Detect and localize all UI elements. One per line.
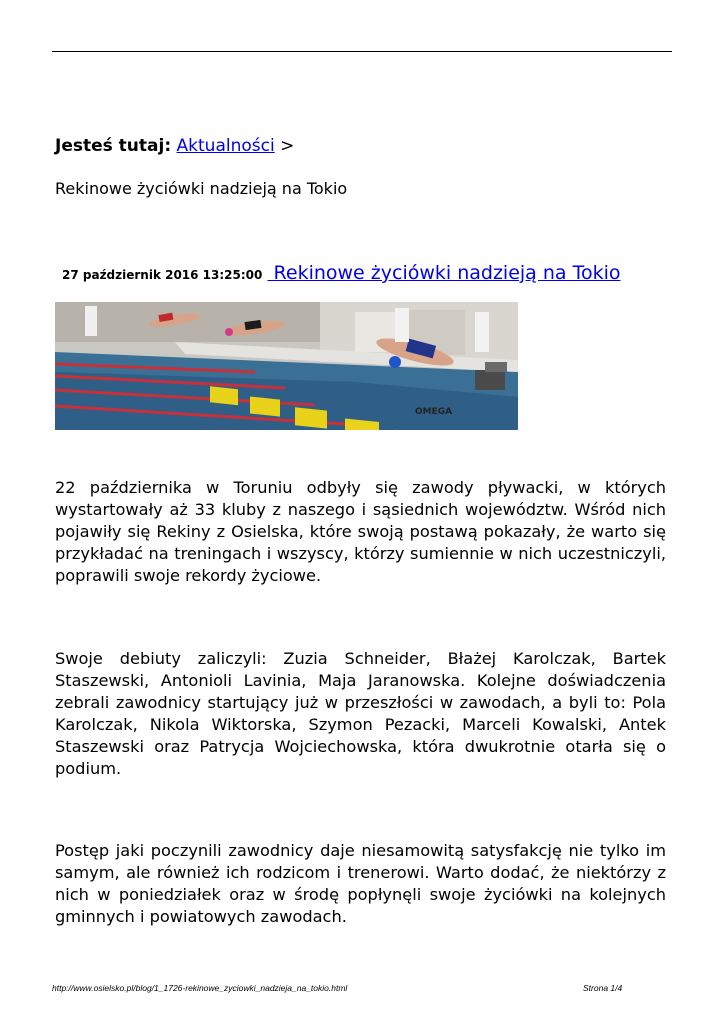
post-title-link[interactable] <box>267 262 620 284</box>
omega-sign-text: OMEGA <box>415 407 453 417</box>
article-paragraph: Swoje debiuty zaliczyli: Zuzia Schneider, Błażej Karolczak, Bartek Staszewski, Antonioli Lavinia, Maja Jaranowska. Kolejne doświadczenia zebrali zawodnicy startujący już w przeszłości w zawodach, a byli to: Pola Karolczak, Nikola Wiktorska, Szymon Pezacki, Marceli Kowalski, Antek Staszewski oraz Patrycja Wojciechowska, która dwukrotnie otarła się o podium. <box>55 649 666 778</box>
post-date: 27 październik 2016 13:25:00 <box>62 268 263 282</box>
footer-url: http://www.osielsko.pl/blog/1_1726-rekinowe_zyciowki_nadzieja_na_tokio.html <box>52 983 348 993</box>
breadcrumb-separator: > <box>280 136 295 156</box>
header-rule <box>52 51 672 52</box>
swimming-photo-illustration <box>55 302 518 430</box>
post-title-text: Rekinowe życiówki nadzieją na Tokio <box>273 262 621 284</box>
page-title: Rekinowe życiówki nadzieją na Tokio <box>55 179 348 198</box>
article-paragraph: Postęp jaki poczynili zawodnicy daje niesamowitą satysfakcję nie tylko im samym, ale również ich rodzicom i trenerowi. Warto dodać, że niektórzy z nich w poniedziałek oraz w środę popłynęli swoje życiówki na kolejnych gminnych i powiatowych zawodach. <box>55 841 666 926</box>
post-photo-swimmers <box>55 302 518 430</box>
article-paragraph: 22 października w Toruniu odbyły się zawody pływacki, w których wystartowały aż 33 kluby z naszego i sąsiednich województw. Wśród nich pojawiły się Rekiny z Osielska, które swoją postawą pokazały, że warto się przykładać na treningach i wszyscy, którzy sumiennie w nich uczestniczyli, poprawili swoje rekordy życiowe. <box>55 478 666 585</box>
breadcrumb-label: Jesteś tutaj: <box>55 136 172 156</box>
breadcrumb-link-aktualnosci[interactable]: Aktualności <box>176 136 275 156</box>
breadcrumb <box>55 135 294 157</box>
footer-page-number: Strona 1/4 <box>583 983 623 993</box>
post-header <box>62 262 621 284</box>
